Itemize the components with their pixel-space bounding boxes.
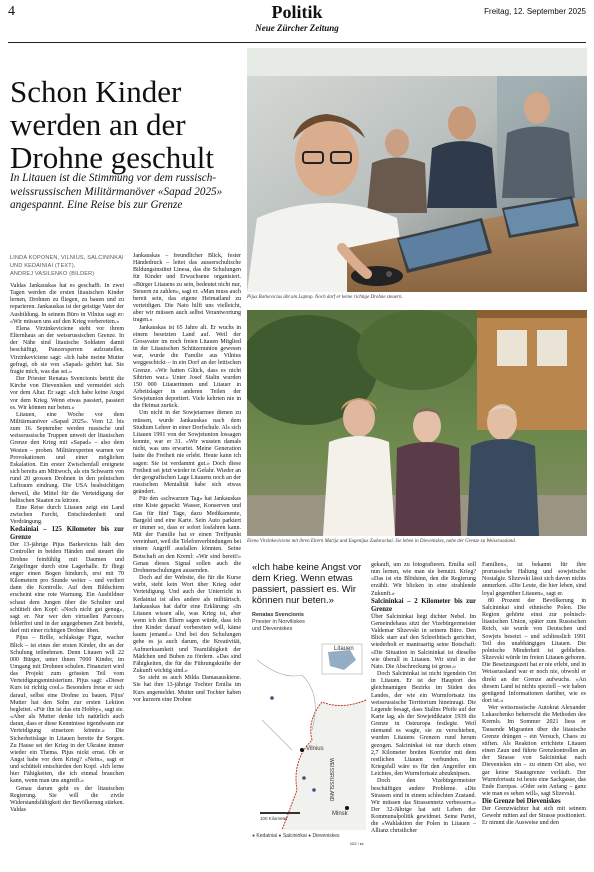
- pull-quote: [252, 562, 364, 633]
- paragraph: Wer weissrussische Autokrat Alexander Lukaschenko beherrscht die Methoden des Kremls. Im Sommer 2021 liess er Tausende Migranten über die litauische Grenze drängen – ein Versuch, Chaos zu stiften. Als Reaktion errichtete Litauen einen Zaun und führte Grenzkontrollen an der Strasse von Salcininkai nach Dieveniskes ein – zu einem Ort also, wo gar keine Staatsgrenze verläuft. Der Wurmfortsatz ist heute eine Sackgasse, das Ende Europas. «Oder sein Anfang – ganz wie man es sehen will», sagt Slizevski.: [482, 705, 586, 797]
- paragraph: Eine Reise durch Litauen zeigt ein Land zwischen Furcht, Entschiedenheit und Verdrängung.: [10, 504, 124, 526]
- masthead: Neue Zürcher Zeitung: [255, 23, 339, 33]
- subheading: Salcininkai – 2 Kilometer bis zur Grenze: [371, 597, 476, 613]
- map-marker-kedainiai: [270, 696, 274, 700]
- header-rule: [8, 42, 586, 43]
- map-legend-dieveniskes: Dieveniskes: [312, 833, 340, 839]
- map-label-vilnius: Vilnius: [306, 746, 324, 752]
- pull-quote-text: «Ich habe keine Angst vor dem Krieg. Wenn etwas passiert, passiert es. Wir können nur beten.»: [252, 562, 362, 606]
- map-label-country: WEISSRUSSLAND: [328, 758, 334, 802]
- map-graphic: [252, 640, 366, 830]
- paragraph: So sieht es auch Milda Damasauskiene. Sie hat ihre 13-jährige Tochter Emilia im Kurs angemeldet. Mutter und Tochter haben vor kurzem eine Drohne: [133, 675, 241, 703]
- issue-date: Freitag, 12. September 2025: [484, 7, 586, 16]
- column-3: [371, 562, 476, 836]
- map-legend: ● Kedainiai ● Salcininkai ● Dieveniskes: [252, 833, 340, 839]
- map-marker-salcininkai: [302, 776, 306, 780]
- byline-line: UND KEDAINIAI (TEXT),: [10, 263, 76, 269]
- paragraph: Doch auf der Website, die für die Kurse wirbt, steht kein Wort über Krieg oder Verteidigung. Und auch der Unterricht in Kedainiai ist alles andere als militärisch. Jankauskas hat dafür eine Erklärung: «In Litauen wissen alle, was Krieg ist, aber wenn ich den Eltern sagen würde, dass ich ihre Kinder darauf vorbereiten will, käme kaum jemand.» Und bei den Schulungen gehe es ja auch darum, die Kreativität, Aufmerksamkeit und Teamfähigkeit der Mädchen und Buben zu fördern. «Das sind Fähigkeiten, die für die Führungskräfte der Zukunft wichtig sind.»: [133, 575, 241, 675]
- photo-drone-training: [247, 48, 587, 292]
- quote-role: Priester in Norviliskes: [252, 619, 305, 625]
- map-label-minsk: Minsk: [332, 811, 348, 817]
- paragraph: Jankauskas ist 65 Jahre alt. Er wuchs in einem besetzten Land auf. Weil der Grossvater im noch freien Litauen Mitglied in der Litauischen Schützenunion gewesen war, wurde die Familie aus Vilnius weggeschickt – in ein Dorf an der lettischen Grenze. «Wir hatten Glück, dass es nicht Sibirien war.» Unter Josef Stalin wurden 150 000 Litauerinnen und Litauer in Arbeitslager in anderen Teilen der Sowjetunion deportiert. Viele kehrten nie in die Heimat zurück.: [133, 324, 241, 410]
- page-number: 4: [8, 4, 15, 19]
- column-2: [133, 253, 241, 704]
- map-scale: 100 Kilometer: [260, 816, 288, 821]
- paragraph: 80 Prozent der Bevölkerung in Salcininkai sind ethnische Polen. Die Region gehörte einst zur polnisch-litauischen Union, später zum Russischen Reich, sie wurde von Deutschen und Sowjets besetzt – und schliesslich 1991 Teil des unabhängigen Litauen. Die polnische Minderheit ist geblieben. Slizevski würde im freien Litauen geboren. Die Besetzungszeit hat er nie erlebt, und in Weissrussland war er noch nie, obwohl er direkt an der Grenze aufwuchs. «An diesem Land ist nichts speziell – wir haben genügend Informationen darüber, wie es dort ist.»: [482, 597, 586, 704]
- paragraph: gekauft, um zu fotografieren. Emilia soll nun lernen, wie man sie benutzt. Krieg? «Das ist ein Blödsinn, den die Regierung erzählt. Wir blicken in eine strahlende Zukunft.»: [371, 562, 476, 597]
- photo-drone-training-image: [247, 48, 587, 292]
- map-city-minsk: [345, 806, 349, 810]
- paragraph: Genau darum geht es der litauischen Regierung. Sie will die zivile Widerstandsfähigkeit der Bevölkerung stärken. Valdas: [10, 785, 124, 814]
- byline-line: ANDREJ VASILENKO (BILDER): [10, 271, 95, 277]
- caption-drone-training: Pijus Barkevicius übt am Laptop. Noch darf er keine richtige Drohne steuern.: [247, 295, 403, 300]
- byline-line: LINDA KOPONEN, VILNIUS, SALCININKAI: [10, 255, 124, 261]
- quote-author: Renatas Svencionis: [252, 612, 304, 618]
- pull-quote-source: [252, 612, 364, 633]
- paragraph: Der Grenzwächter hat sich mit seinem Gewehr mitten auf der Strasse positioniert. Er nimmt die Ausweise und den: [482, 806, 586, 827]
- lead-text: In Litauen ist die Stimmung vor dem russisch-weissrussischen Militärmanöver «Sapad 2025» angespannt. Eine Reise bis zur Grenze: [10, 172, 223, 211]
- paragraph: Doch Salcininkai ist nicht irgendein Ort in Litauen. Er ist der Hauptort des gleichnamigen Bezirks im Süden des Landes, der wie ein Wurmfortsatz ins weissrussische Territorium hineinragt. Die Legende besagt, dass Stalins Pfeife auf der Karte lag, als der Sowjetdiktator 1939 die Grenze in Osteuropa festlegte. Weil niemand es wagte, sie zu verschieben, wurden Litauens Grenzen rund herum gezogen. Salcininkai ist nur durch einen 2,7 Kilometer breiten Korridor mit dem restlichen Litauen verbunden. Im Kriegsfall wäre es für den Angreifer ein Leichtes, den Wurmfortsatz abzuknipsen.: [371, 671, 476, 778]
- map: [252, 640, 366, 848]
- column-4: [482, 562, 586, 828]
- paragraph: Der Priester Renatas Svencionis betritt die Kirche von Dieveniskes und vermeidet sich vor dem Altar. Er sagt: «Ich habe keine Angst vor dem Krieg. Wenn etwas passiert, passiert es. Wir können nur beten.»: [10, 376, 124, 411]
- paragraph: Pijus – Brille, schlaksige Figur, wacher Blick – ist eines der ersten Kinder, die an der Schulung teilnehmen. Denn Litauen will 22 000 Bürger, unter ihnen 7000 Kinder, im Umgang mit Drohnen schulen. Finanziert wird das Projekt zum grössten Teil vom Verteidigungsministerium. Pijus sagt: «Dieser Kurs ist richtig cool.» Besonders freue er sich darauf, selbst eine Drohne zu bauen. Pijus' Mutter hat den Sohn zur ersten Lektion begleitet. «Für ihn ist das ein Hobby», sagt sie. «Aber als Mutter denke ich natürlich auch daran, dass er diese Kenntnisse irgendwann zur Verteidigung einsetzen könnte.» Die Sicherheitslage in Litauen bereite ihr Sorgen. Zu Hause sei der Krieg in der Ukraine immer wieder ein Thema. Pijus nickt ernst. Ob er Angst habe vor dem Krieg? «Nein», sagt er und schüttelt entschieden den Kopf. «Ich lerne hier Fähigkeiten, die ich einmal brauchen kann, wenn man uns angreift.»: [10, 635, 124, 785]
- column-1: [10, 283, 124, 814]
- map-credit: NZZ / ka: [350, 842, 364, 846]
- map-city-vilnius: [300, 748, 304, 752]
- subheading: Kedainiai – 125 Kilometer bis zur Grenze: [10, 526, 124, 542]
- paragraph: Familien», ist bekannt für ihre prorussische Haltung und sowjetische Nostalgie. Slizevski lässt sich davon nichts anmerken. «Die Leute, die hier leben, sind loyal gegenüber Litauen», sagt er.: [482, 562, 586, 597]
- photo-family-image: [247, 310, 587, 536]
- paragraph: Elena Virzinkeviciene steht vor ihrem Elternhaus an der weissrussischen Grenze. In der Nähe sind litauische Soldaten damit beschäftigt, Panzersperren aufzustellen. Virzinkeviciene sagt: «Ich habe meine Mutter gefragt, ob sie von «Sapad» gehört hat. Sie fragte mich, was das sei.»: [10, 325, 124, 375]
- subheading: Die Grenze bei Dieveniskes: [482, 798, 561, 806]
- paragraph: Doch den Vizebürgermeister beschäftigen andere Probleme. «Die Strassen sind in einem schlechten Zustand. Wir müssen das Strassennetz verbessern.» Der 32-Jährige hat seit Leben der Kommunalpolitik gewidmet. Seine Partei, die «Wahlaktion der Polen in Litauen – Allianz christlicher: [371, 778, 476, 835]
- paragraph: Litauen, eine Woche vor dem Militärmanöver «Sapad 2025». Vom 12. bis zum 16. September werden russische und weissrussische Truppen unweit der litauischen Grenze den Krieg mit «Sapad» – also dem Westen – proben. Militärexperten warnen vor Provokationen und einer möglichen Eskalation. Ein erster Zwischenfall ereignete sich bereits am Mittwoch, als ein Schwarm von rund 20 grossen Drohnen in den polnischen Luftraum eindrang. Die USA beabsichtigen derweil, die Mittel für die Verteidigung der baltischen Staaten zu kürzen.: [10, 411, 124, 504]
- paragraph: Für den «schwarzen Tag» hat Jankauskas eine Kiste gepackt: Wasser, Konserven und Gas für fünf Tage, dazu Medikamente, Bargeld und eine Karte. Sein Auto parkiert er immer so, dass er sofort losfahren kann. Mit der Familie hat er einen Treffpunkt vereinbart, weil die Telefonverbindungen bei einem Angriff ausfallen könnten. Seine Botschaft an den Kreml: «Wir sind bereit!» Genau dieses Signal sollen auch die Drohnenschulungen aussenden.: [133, 496, 241, 574]
- paragraph: Jankauskas – freundlicher Blick, fester Händedruck – leitet das ausserschulische Bildungsinstitut Linesa, das die Schulungen für Kinder und Erwachsene organisiert. «Bürger Litauens zu sein, bedeutet nicht nur, Steuern zu zahlen», sagt er. «Man muss auch bereit sein, das eigene Heimatland zu verteidigen. Die Nato hilft uns vielleicht, aber wir müssen auch selbst Verantwortung tragen.»: [133, 253, 241, 324]
- caption-family: Elena Virzinkeviciene mit ihren Eltern Marija und Eugenijus Zadarackai. Sie leben in Dieveniskes, nahe der Grenze zu Weissrussland.: [247, 539, 517, 544]
- map-legend-kedainiai: Kedainiai: [256, 833, 277, 839]
- section-title: Politik: [271, 2, 323, 22]
- paragraph: Valdas Jankauskas hat es geschafft. In zwei Tagen werden die ersten litauischen Kinder lernen, Drohnen zu fliegen, zu bauen und zu reparieren. Jankauskas ist der geistige Vater der Ausbildung. In seinem Büro in Vilnius sagt er: «Wir müssen uns auf den Krieg vorbereiten.»: [10, 283, 125, 325]
- paragraph: Der 13-jährige Pijus Barkevicius hält den Controller in beiden Händen und steuert die Drohne feinfühlig mit Daumen und Zeigefinger durch eine Lagerhalle. Er fliegt enger einen Bogen hindurch, erst mit 70 Kilometern pro Stunde weiter – und verliert dann die Kontrolle. Auf dem Bildschirm erscheint eine rote Warnung. Ein Ausbildner schaut dem Jungen über die Schulter und schüttelt den Kopf: «Noch nicht gut genug», sagt er. Nur wer den virtuellen Parcours fehlerfrei und in der angegebenen Zeit besteht, darf mit einer richtigen Drohne üben.: [10, 542, 124, 635]
- headline: Schon Kinder werden an der Drohne geschult: [10, 74, 215, 175]
- map-inset-label: Litauen: [334, 646, 354, 652]
- paragraph: Über Salcininkai liegt dichter Nebel. Im Gemeindehaus sitzt der Vizebürgermeister Valdemar Slizevski in seinem Büro. Den Blick starr auf den Schreibtisch gerichtet, wiederholt er mantraartig seine Botschaft: «Die Situation in Salcininkai ist dieselbe wie überall in Litauen. Wir sind in der Nato. Die Abschreckung ist gross.»: [371, 613, 476, 670]
- paragraph: Um nicht in der Sowjetarmee dienen zu müssen, wurde Jankauskas nach dem Studium Lehrer in einer Dorfschule. Als sich Litauen 1991 von der Sowjetunion lossagen konnte, war er 31. «Wir wussten damals nicht, was uns erwartet. Meine Generation hatte die Freiheit nie erlebt. Heute kann ich sagen: Sie ist verdammt gut.» Doch diese Freiheit sei jetzt wieder in Gefahr. Wieder an der geografischen Lage Litauens noch an der russischen Mentalität habe sich etwas geändert.: [133, 410, 241, 496]
- map-marker-dieveniskes: [312, 788, 316, 792]
- map-legend-salcininkai: Salcininkai: [282, 833, 307, 839]
- quote-role: und Dieveniskes: [252, 626, 293, 632]
- photo-family: [247, 310, 587, 536]
